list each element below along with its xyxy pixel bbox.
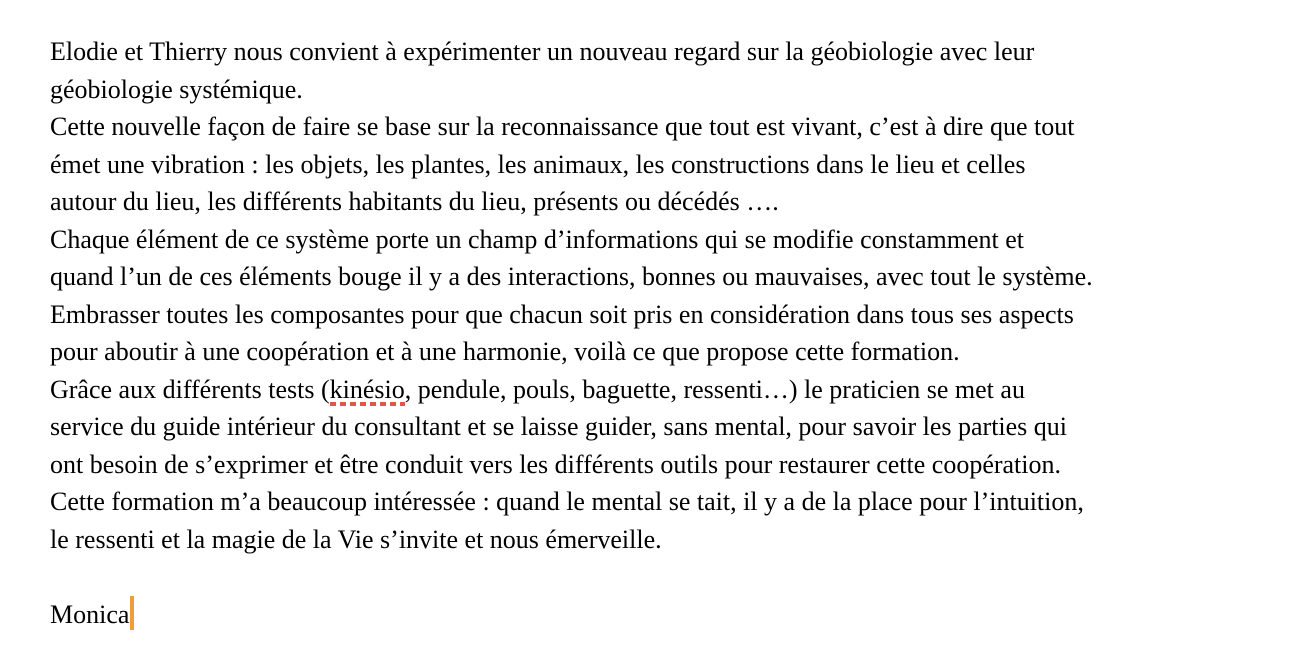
- text-line: géobiologie systémique.: [50, 74, 303, 104]
- misspelled-word[interactable]: kinésio: [329, 374, 405, 404]
- signature-line: [50, 596, 1262, 634]
- text-line: Cette nouvelle façon de faire se base sur la reconnaissance que tout est vivant, c’est à dire que tout: [50, 112, 1075, 141]
- text-line: pour aboutir à une coopération et à une harmonie, voilà ce que propose cette formation.: [50, 337, 960, 366]
- text-line: Embrasser toutes les composantes pour que chacun soit pris en considération dans tous ses aspects: [50, 299, 1074, 329]
- signature-text: Monica: [50, 599, 130, 629]
- text-line: émet une vibration : les objets, les plantes, les animaux, les constructions dans le lieu et celles: [50, 149, 1026, 179]
- text-line: Chaque élément de ce système porte un champ d’informations qui se modifie constamment et: [50, 224, 1024, 254]
- text-line: Cette formation m’a beaucoup intéressée : quand le mental se tait, il y a de la place pour l’intuition,: [50, 487, 1084, 516]
- text-line: service du guide intérieur du consultant et se laisse guider, sans mental, pour savoir les parties qui: [50, 412, 1068, 441]
- empty-line: [50, 558, 1262, 596]
- text-line: autour du lieu, les différents habitants du lieu, présents ou décédés ….: [50, 187, 779, 216]
- text-cursor: [130, 596, 134, 630]
- text-line: Elodie et Thierry nous convient à expérimenter un nouveau regard sur la géobiologie avec leur: [50, 37, 1035, 66]
- text-line: ont besoin de s’exprimer et être conduit vers les différents outils pour restaurer cette coopération.: [50, 449, 1062, 479]
- text-line: quand l’un de ces éléments bouge il y a des interactions, bonnes ou mauvaises, avec tout le système.: [50, 262, 1093, 291]
- text-segment: Grâce aux différents tests (: [50, 374, 330, 404]
- text-segment: , pendule, pouls, baguette, ressenti…) le praticien se met au: [404, 374, 1025, 404]
- text-line-with-spellcheck: [50, 371, 1262, 409]
- text-line: le ressenti et la magie de la Vie s’invite et nous émerveille.: [50, 524, 662, 554]
